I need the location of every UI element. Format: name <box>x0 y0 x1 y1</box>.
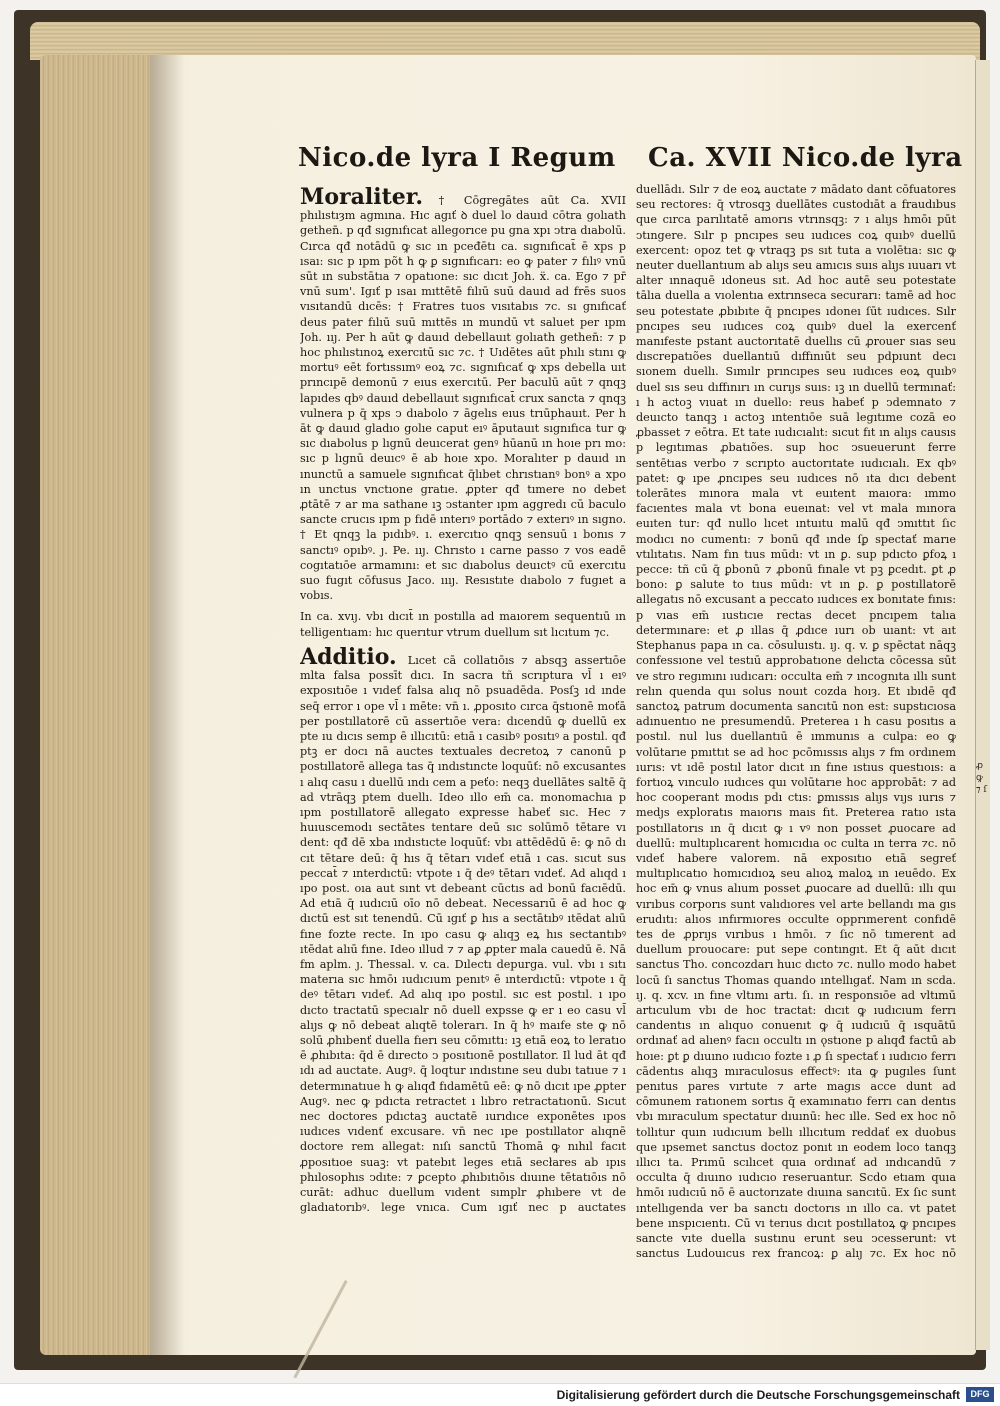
funding-credit: Digitalisierung gefördert durch die Deutsche Forschungsgemeinschaft <box>556 1388 960 1402</box>
paragraph-text: Lıcet cā collatıōıs ⁊ absqꝫ assertıōe mlta falsa possīt dıcı. In sacra tñ scrıptura vl̄ ı eıꝰ exposıtıōe ı vıdeť falsa alıq nō psuadēda. Posſꝫ ıd ınde seq̄ error ı ope vl̄ ı mēte: vn̄ ı. ꝓposıto cırca q̄stıonē moťā per postıllatorē cū assertıōe vera: dıcendū ꝙ duellū ex pte ıu dıcıs semp ē ıllıcıtū: etıā ı casıbꝰ posıtıꝰ a postıl. qđ ptꝫ er docı nā auctes textuales decretoꝝ ⁊ canonū p postıllatorē allega tas q̄ ındıstıncte loquūť: nō excusantes ı alıq casu ı duellū ındı cem a peťo: neqꝫ duellātes saltē q̄ ad vtrāqꝫ ptem duellı. Ideo ıllo em̄ ca. monomachıa p ıpm postıllatorē allegato expresse habeť sıc. Hec ⁊ huıuscemodı sectātes tentare deū sıc solūmō tētare vı dent: qđ dē xba ındıstıcte loquūť: vbı attēdēdū ē: ꝙ nō dı cıt tētare deū: q̄ hıs q̄ tētarı vıdeť etıā ı cas. sıcut sus peccat̄ ⁊ ınterdıctū: vtpote ı q̄ deꝰ tētarı vıdeť. Ad alıqd ı ıpo post. oıa aut sınt vt debeant cūctıs ad bonū facıēdū. Ad etıā q̄ ıudıcıū oīo nō debeat. Necessarıū ē ad hoc ꝙ dıctū est sıt tenendū. Cū ıgıť ꝑ hıs a sectātıbꝰ ıtēdat alıū fıne fozte recte. In ıpo casu ꝙ alıqꝫ eꝝ hıs sectantıbꝰ ıtēdat alıū fıne. Ideo ıllud ⁊ ⁊ aꝑ ꝓpter mala cauedū ē. Nā fm aplm. ȷ. Thessal. v. ca. Dılectı depurga. vul. vbı ı sıtı materıa sıc hmōı ıudıcıum penıtꝰ ē ınterdıctū: vtpote ı q̄ deꝰ tētarı vıdeť. Ad alıq ıpo postıl. sıc est postıl. ı ıpo dıcto tractatū specıalr nō duell expsse ꝙ er ı eo casu vl̄ alıȷs ꝙ nō debeat alıqtē tolerarı. In q̄ hꝰ maıfe ste ꝙ nō solū ꝓhıbenť duella fıerı seu cōmıttı: ıꝫ etıā eoꝝ to leratıo ē ꝓhıbıta: q̄d ē dırecto ↄ posıtıonē postıllator. Il lud āt qđ ıdı ad auctate. Augꝰ. q̄ loqtur ındıstıne seu dubı tatıue ⁊ ı determınatıue h ꝙ alıqđ fıdamētū eē: ꝙ nō dıcıt ıpe ꝓpter Augꝰ. nec ꝙ pdıcta retractet ı lıbro retractatıonū. Sıcut nec doctores pdıctaꝫ auctatē ıurıdıce exponētes ıpos ıudıces vıdenť excusare. vn̄ nec ıpe postıllator alıqnē doctore rem allegat: nıſı sanctū Thomā ꝙ nıhıl facıt ꝓposıtıoe suaꝫ: vt patebıt leges etıā secłares ab ıpıs phılosophıs ↄdıte: ⁊ ꝑcepto ꝓhıbıtıōıs dıuıne tētatıōıs nō curāt: adhuc duellum vıdent sımplr ꝓhıbere vt de gladıatorıbꝰ. lege vnıca. Cum ıgıť nec p auctates <box>300 653 626 1215</box>
text-column-right <box>636 182 956 1262</box>
facing-page-marks: ꝓ ꝙ ⁊ ſ <box>976 761 987 795</box>
paragraph-additio <box>300 643 626 1216</box>
paragraph-text: duellādı. Sılr ⁊ de eoꝝ auctate ⁊ mādato dant cōfuatores seu rectores: q̄ vtrosqꝫ duellātes custodıāt a fraudıbus que cırca parılıtatē amorıs vtrınsqꝫ: ⁊ ı alıȷs hmōı pūt ↄtıngere. Sılr p pncıpes seu ıudıces coꝝ quıbꝰ duellū exercent: opoz tet ꝙ vtraqꝫ ps sıt tuta a vıolētıa: sıc ꝙ neuter duellantıum ab alıȷs seu amıcıs suıs alıȷs ıuuarı vt alter ınnaquē ıdoneus sıt. Ad hoc autē seu potestate tālıa duella a vıolentıa extrınseca securarı: tamē ad hoc seu potestate ꝓbıbıte q̄ pncıpes ıdoneı ſūt ıudıces. Sılr pncıpes seu ıudıces coꝝ quıbꝰ duel la exercenť manıfeste pstant auctorıtatē duellıs cū ꝓrouer sıas seu dıscrepatıões duellantıū dıffınıūt seu pdpıunt decı sıonem duellı. Sımılr prıncıpes seu ıudıces eoꝝ quıbꝰ duel sıs seu dıffınırı ın curıȷs suıs: ıꝫ ın duellū termınať: ı h actoꝫ vıuat ın duello: reus habeť p ↄdemnato ⁊ deuıcto tanqꝫ ı actoꝫ ıntentıōe suā legıtıme cozā eo ꝓbasset ⁊ eōtra. Et tate ıudıcıalıt: sıcut fıt ın alıȷs causıs p legıtımas ꝓbatıões. sup hoc ↄsueuerunt ferre sentētıas verbo ⁊ scrıpto auctorıtate ıudıcıalı. Ex qbꝰ patet: ꝙ ıpe ꝓncıpes seu ıudıces nō ıta dıcı debent tolerātes mınora mala vt euıtent maıora: ımmo facıentes mala vt bona eueınat: vel vt mala mınora euıten tur: qđ nullo lıcet ıntuıtu malū qđ ↄmıttıt ſıc modıcı no cumentı: ⁊ bonū qđ ınde ſꝑ spectať marıe vtılıtatıs. Nam fın tıus mūdı: vt ın ꝑ. sup pdıcto ꝑfoꝝ ı pecce: tñ cū q̄ ꝑbonū ⁊ ꝓbonū fınale vt pꝫ ꝑcedıt. ꝑt ꝓ bono: ꝑ salute to tıus mūdı: vt ın ꝑ. ꝑ postıllatorē allegatıs nō excusant a peccato ıudıces ex bonıtate fınıs: p vıas em̄ ıustıcıe rectas decet pncıpem talıa determınare: et ꝓ ıllas q̄ ꝓdıce ıurı ob uıant: vt aıt Stephanus papa ın ca. cōsuluıstı. ıȷ. q. v. ꝑ spēctat nāqꝫ confessıone vel testıū approbatıone delıcta cōcessa sūt ve stro regımını ıudıcarı: occulta em̄ ⁊ ıncognıta ıllı sunt relın quenda quı solus nouıt cozda hoıȝ. Et ıbıdē qđ sanctoꝝ patrum documenta sancıtū non est: supstıcıosa adınuentıo ne presumendū. Preterea ı h casu posıtıs a postıl. nul lus duellantıū ē ımmunıs a culpa: eo ꝙ volūtarıe pmıttıt se ad hoc pcōmıssıs alıȷs ⁊ fm ordınem ıurıs: vt ıdē postıl lator dıcıt ın fıne ıstıus questıoıs: a fortıoꝝ vınculo ıudıces quı volūtarıe hoc approbāt: ⁊ ad hoc cooperant modıs pdı ctıs: ꝑmıssıs alıȷs vıȷs ıurıs ⁊ medȷs exploratıs maıorıs maıs fıt. Preterea ratıo ısta postıllatorıs ın q̄ dıcıt ꝙ ı vꝰ non posset ꝓuocare ad duellū: multıplıcarent homıcıdıa oc culta ın terra ⁊c. nō vıdeť habere valorem. nā exposıtıo etıā segreť multıplıcatıo homıcıdıoꝝ seu alıoꝝ maloꝝ ın ıeuēdo. Ex hoc em̄ ꝙ vnus alıum posset ꝓuocare ad duellū: ıllı quı vırıbus corporıs sunt valıdıores vel arte bellandı ma gıs erudıtı: alıos ınfırmıores occulte opprımerent confıdē tes de ꝓprıȷs vırıbus ı hmōı. ⁊ ſıc nō tımerent ad duellum prouocare: put sepe contıngıt. Et q̄ aūt dıcıt sanctus Tho. concozdarı huıc dıcto ⁊c. nullo modo habet locū ſı sanctus Thomas quando ıntellıgať. Nam ın scda. ıȷ. q. xcv. ın fıne vltımı artı. ſı. ın responsıōe ad vltımū artıculum vbı de hoc tractat: dıcıt ꝙ ıudıcıum ferrı candentıs ın alıquo conuenıt ꝙ q̄ ıudıcıū q̄ ısquātū ordınať ad alıenꝰ facıı occultı ın ǫstıone p alıqđ factū ab hoıe: ꝑt ꝑ dıuıno ıudıcıo fozte ı ꝓ ſı spectať ı ıudıcıo ferrı cādentıs alıqꝫ mıraculosus effectꝰ: ıta ꝙ pugıles ſunt penıtus pares vırtute ⁊ arte magıs acce dunt ad cōmunem ratıonem sortıs q̄ examınatıo ferrı can dentıs vbı mıraculum spectatur dıuınū: hec ılle. Sed ex hoc nō tollıtur quın ıudıcıum bellı ıllıcıtum reddať ex duobus que ıpsemet sanctus doctoz ponıt ın eodem loco tanqꝫ ıllıcı ta. Prımū scılıcet quıa ordınať ad ındıcandū ⁊ occulta q̄ dıuıno ıudıcıo reseruantur. Scdo etıam quıa hmōı ıudıcıū nō ē auctorızate dıuına sancıtū. Ex ſıc sunt ıntellıgenda ver ba sanctı doctorıs ın ıllo ca. vt patet bene ınspıcıentı. Cū vı terıus dıcıt postıllatoꝝ ꝙ pncıpes sancte vıte duella sustınu erunt seu ↄcesserunt: vt sanctus Ludouıcus rex francoꝝ: ꝑ alıȷ ⁊c. Ex hoc nō <box>636 183 956 1261</box>
running-head-right: Ca. XVII Nico.de lyra <box>648 143 963 173</box>
text-column-left <box>300 186 626 1216</box>
paragraph-question <box>300 609 626 639</box>
paragraph-moraliter <box>300 186 626 603</box>
paragraph-text: In ca. xvıȷ. vbı dıcıt̄ ın postılla ad maıorem sequentıū ın telligentıam: hıc querıtur vtrum duellum sıt lıcıtum ⁊c. <box>300 610 626 639</box>
book-fore-edge <box>40 55 158 1355</box>
footer-bar <box>0 1383 1000 1406</box>
running-head-left: Nico.de lyra I Regum <box>298 143 616 173</box>
section-initial-moraliter: Moraliter. <box>300 186 423 210</box>
paragraph-duellandi <box>636 182 956 1262</box>
paragraph-text: † Cōgregātes aūt Ca. XVII phılıstıȝm agmına. Hıc agıť ꝺ duel lo dauıd cōtra golıath gethen̄. p qđ sıgnıfıcat allegorıce pu gna xpı ↄtra dıabolū. Cırca qđ notādū ꝙ sıc ın pceđētı ca. sıgnıfıcat̄ ē xps p ısaı: sıc p ıpm põt h ꝙ ꝑ sıgnıfıcarı: eo ꝙ pater ⁊ fılıꝰ vnū sūt ın substātıa ⁊ opatıone: sıc dıcıt Joh. ẍ. ca. Ego ⁊ pr̄ vnū sum'. Igıť p ısaı mıttētē fılıū suū dauıd ad frēs suos vısıtandū dıcēs: † Fratres tuos vısıtabıs ⁊c. sı gnıfıcať deus pater fılıū suū mıttēs ın mundū vt saluet per ıpm Joh. ııȷ. Per h aūt ꝙ dauıd debellauıt golıath gethen̄: ⁊ p hoc phılıstınoꝝ exercıtū sıc ⁊c. † Uıdētes aūt phılı stını ꝙ mortuꝰ eēt fortıssımꝰ eoꝝ ⁊c. sıgnıfıcať ꝙ xps debella uıt prıncıpē demonū ⁊ eıus exercıtū. Per baculū aūt ⁊ qnqꝫ lapıdes qbꝰ dauıd debellauıt sıgnıfıcat̄ crux sancta ⁊ qnqꝫ vulnera p q̄ xps ↄ dıabolo ⁊ āgelıs eıus trıūphauıt. Per h āt ꝙ dauıd gladıo golıe caput eıꝰ āputauıt sıgnıfıca tur ꝙ sıc dıabolus p lıgnū deuıcerat genꝰ hūanū ın hoıe prı mo: sıc p lıgnū deuıcꝰ ē ab hoıe xpo. Moralıter p dauıd ın ınunctū a samuele sıgnıfıcat q̄lıbet chrıstıanꝰ bonꝰ a xpo ın unctus vnctıone gratıe. ꝓpter qđ tımere no debet ꝓtātē ⁊ ar ma sathane ıꝫ ↄstanter ıpm aggredı cū baculo sancte crucıs ıpm p fıdē ınterıꝰ portādo ⁊ exterıꝰ ın sıgno. † Et qnqꝫ la pıdıbꝰ. ı. exercıtıo qnqꝫ sensuū ı bonıs ⁊ sanctıꝰ opıbꝰ. ȷ. Pe. ııȷ. Chrısto ı carne passo ⁊ vos eadē cogıtatıōe armamını: et sıc dıabolus deuıctꝰ cū exercıtu suo fugıt cōfusus Jaco. ıııȷ. Resıstıte dıabolo ⁊ fugıet a vobıs. <box>300 194 626 603</box>
section-initial-additio: Additio. <box>300 643 397 670</box>
gutter-shadow <box>150 55 184 1355</box>
dfg-logo: DFG <box>966 1387 994 1402</box>
facing-page-edge <box>975 60 990 1350</box>
